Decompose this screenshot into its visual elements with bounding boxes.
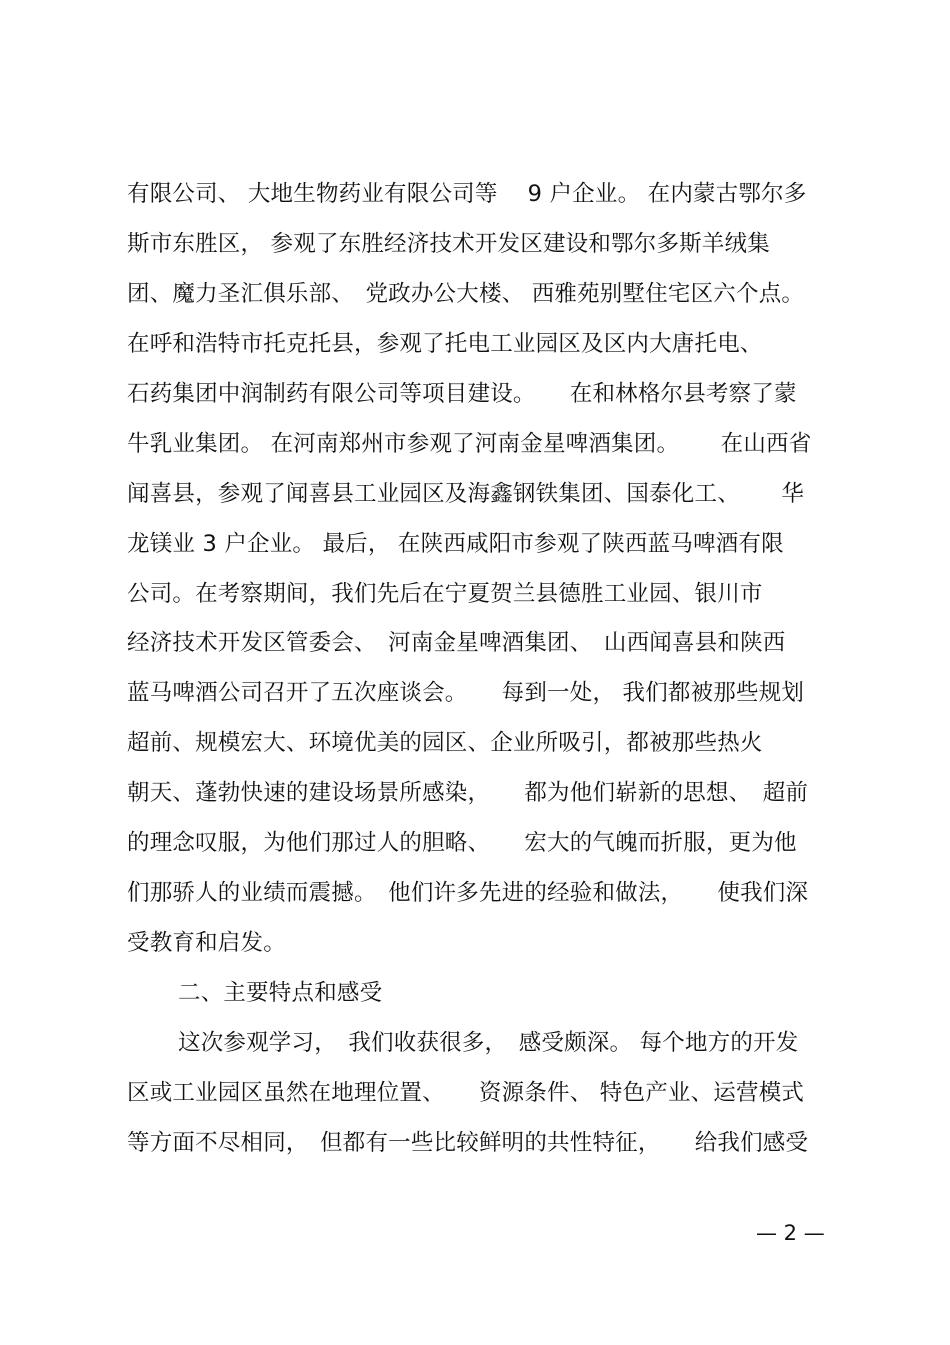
body-line: 们那骄人的业绩而震撼。 他们许多先进的经验和做法， 使我们深: [127, 880, 809, 906]
body-line: 超前、规模宏大、环境优美的园区、企业所吸引，都被那些热火: [127, 730, 763, 756]
body-line: 闻喜县，参观了闻喜县工业园区及海鑫钢铁集团、国泰化工、 华: [127, 481, 805, 507]
body-line: 公司。在考察期间，我们先后在宁夏贺兰县德胜工业园、银川市: [127, 581, 763, 607]
body-line: 在呼和浩特市托克托县，参观了托电工业园区及区内大唐托电、: [127, 331, 763, 357]
body-line: 斯市东胜区， 参观了东胜经济技术开发区建设和鄂尔多斯羊绒集: [127, 231, 770, 257]
body-line: 牛乳业集团。 在河南郑州市参观了河南金星啤酒集团。 在山西省: [127, 431, 812, 457]
body-line: 等方面不尽相同， 但都有一些比较鲜明的共性特征， 给我们感受: [127, 1130, 809, 1156]
page-number: — 2 —: [756, 1221, 825, 1245]
body-line: 这次参观学习， 我们收获很多， 感受颇深。 每个地方的开发: [178, 1030, 799, 1056]
body-line: 有限公司、 大地生物药业有限公司等 9 户企业。 在内蒙古鄂尔多: [127, 181, 807, 207]
body-line: 的理念叹服，为他们那过人的胆略、 宏大的气魄而折服，更为他: [127, 830, 797, 856]
body-line: 朝天、蓬勃快速的建设场景所感染， 都为他们崭新的思想、 超前: [127, 780, 809, 806]
body-line: 经济技术开发区管委会、 河南金星啤酒集团、 山西闻喜县和陕西: [127, 630, 786, 656]
body-line: 龙镁业 3 户企业。 最后， 在陕西咸阳市参观了陕西蓝马啤酒有限: [127, 531, 784, 557]
body-line: 区或工业园区虽然在地理位置、 资源条件、 特色产业、运营模式: [127, 1080, 805, 1106]
section-heading: 二、主要特点和感受: [178, 980, 383, 1006]
body-line: 受教育和启发。: [127, 930, 286, 956]
body-line: 蓝马啤酒公司召开了五次座谈会。 每到一处， 我们都被那些规划: [127, 680, 805, 706]
body-line: 团、魔力圣汇俱乐部、 党政办公大楼、 西雅苑别墅住宅区六个点。: [127, 281, 805, 307]
body-line: 石药集团中润制药有限公司等项目建设。 在和林格尔县考察了蒙: [127, 381, 797, 407]
